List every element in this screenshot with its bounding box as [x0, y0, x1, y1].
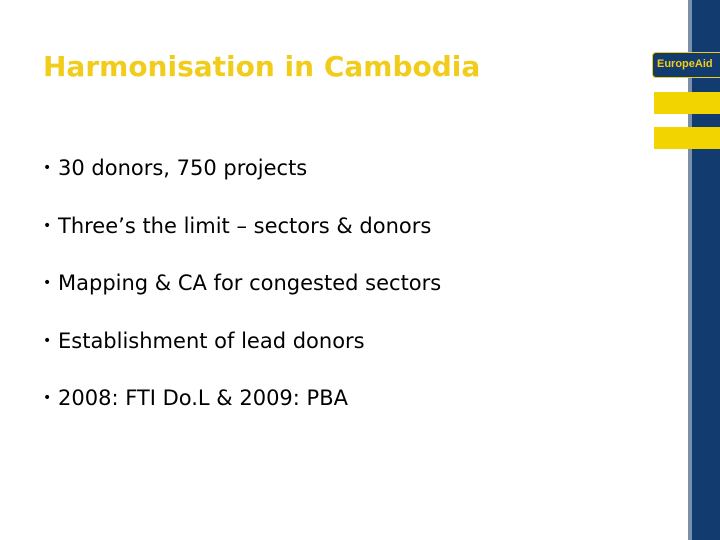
bullet-item [43, 383, 441, 441]
bullet-text: Establishment of lead donors [58, 328, 365, 353]
bullet-marker: • [43, 332, 52, 349]
brand-sidebar [692, 0, 720, 540]
bullet-list [43, 153, 441, 441]
bullet-text: Mapping & CA for congested sectors [58, 271, 442, 295]
bullet-item [43, 268, 441, 326]
bullet-item [43, 153, 441, 211]
bullet-marker: • [43, 217, 52, 234]
europeaid-logo [652, 52, 720, 78]
bullet-marker: • [43, 390, 52, 406]
bullet-item [43, 211, 441, 269]
brand-stripe-bottom [654, 127, 720, 149]
bullet-marker: • [43, 160, 52, 176]
bullet-text: 2008: FTI Do.L & 2009: PBA [58, 386, 348, 410]
logo-text: EuropeAid [657, 58, 713, 70]
slide-title: Harmonisation in Cambodia [43, 50, 481, 83]
bullet-text: Three’s the limit – sectors & donors [58, 213, 432, 238]
bullet-item [43, 326, 441, 384]
brand-stripe-top [654, 92, 720, 114]
bullet-text: 30 donors, 750 projects [58, 156, 308, 180]
bullet-marker: • [43, 275, 52, 291]
